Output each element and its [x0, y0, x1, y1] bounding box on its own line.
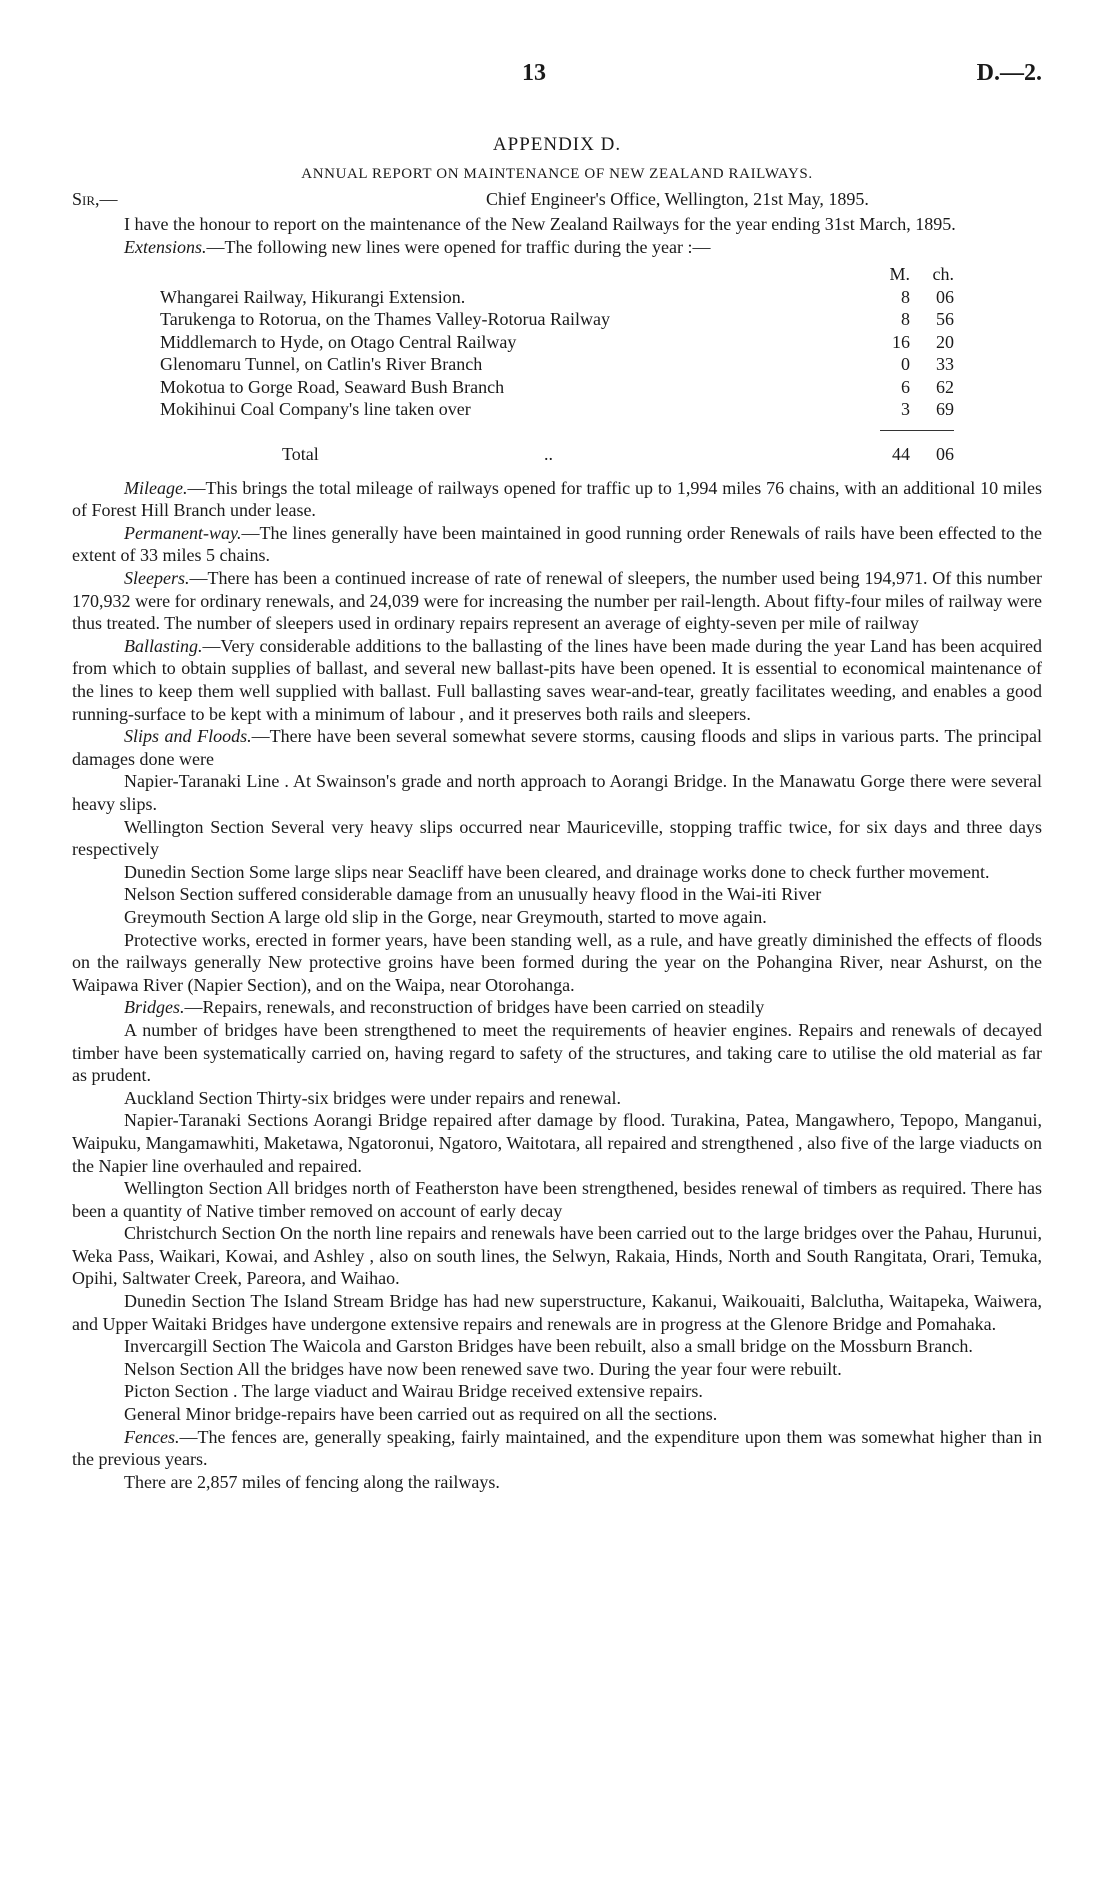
line-miles: 16: [892, 331, 910, 352]
body-paragraph: [72, 1358, 1042, 1381]
appendix-title: APPENDIX D.: [492, 134, 622, 155]
line-miles: 8: [901, 286, 910, 307]
body-paragraph: [72, 1222, 1042, 1290]
document-reference: D.—2.: [976, 60, 1042, 86]
section-heading: Sleepers.: [124, 568, 190, 589]
body-paragraph: [72, 861, 1042, 884]
line-name: Mokihinui Coal Company's line taken over: [160, 399, 471, 420]
body-paragraph: [72, 770, 1042, 815]
line-chains: 56: [936, 309, 954, 330]
paragraph-text: Invercargill Section The Waicola and Garston Bridges have been rebuilt, also a small bridge on the Mossburn Branch.: [124, 1336, 973, 1357]
document-page: [72, 60, 1042, 1493]
section-heading: Mileage.: [124, 477, 188, 498]
paragraph-text: Dunedin Section Some large slips near Seacliff have been cleared, and drainage works done to check further movement.: [124, 861, 990, 882]
line-name: Glenomaru Tunnel, on Catlin's River Branch: [160, 354, 483, 375]
body-paragraph: [72, 929, 1042, 997]
body-paragraph: [72, 996, 1042, 1019]
line-miles: 3: [901, 399, 910, 420]
line-miles: 8: [901, 309, 910, 330]
paragraph-text: Auckland Section Thirty-six bridges were under repairs and renewal.: [124, 1087, 622, 1108]
body-paragraph: [72, 522, 1042, 567]
body-paragraph: [72, 1109, 1042, 1177]
total-label: Total: [282, 444, 319, 465]
table-row: [72, 399, 1042, 422]
body-paragraph: [72, 1087, 1042, 1110]
body-paragraph: [72, 1426, 1042, 1471]
page-number: 13: [522, 60, 546, 86]
paragraph-text: —Very considerable additions to the ballasting of the lines have been made during the year Land has been acquired from which to obtain supplies of ballast, and several new ballast-pits have been opened. It is essential to economical maintenance of the lines to keep them well supplied with ballast. Full ballasting saves wear-and-tear, greatly facilitates weeding, and enables a good running-surface to be kept with a minimum of labour , and it preserves both rails and sleepers.: [72, 635, 1042, 724]
total-chains: 06: [936, 444, 954, 465]
total-leader-dots: ..: [544, 444, 553, 465]
salutation-line: [72, 189, 1042, 213]
line-chains: 20: [936, 331, 954, 352]
extensions-paragraph: [72, 236, 1042, 259]
section-heading: Fences.: [124, 1426, 180, 1447]
section-heading: Extensions.: [124, 236, 207, 257]
line-chains: 06: [936, 286, 954, 307]
page-header: [72, 60, 1042, 100]
paragraph-text: —The fences are, generally speaking, fairly maintained, and the expenditure upon them was somewhat higher than in the previous years.: [72, 1426, 1042, 1470]
report-body: [72, 477, 1042, 1494]
section-heading: Slips and Floods.: [124, 726, 252, 747]
total-rule: [880, 430, 954, 431]
body-paragraph: [72, 883, 1042, 906]
body-paragraph: [72, 725, 1042, 770]
body-paragraph: [72, 1177, 1042, 1222]
paragraph-text: —Repairs, renewals, and reconstruction of bridges have been carried on steadily: [184, 997, 765, 1018]
section-heading: Ballasting.: [124, 635, 203, 656]
body-paragraph: [72, 567, 1042, 635]
table-total-row: [72, 444, 1042, 467]
paragraph-text: A number of bridges have been strengthened to meet the requirements of heavier engines. Repairs and renewals of decayed timber have been systematically carried on, having regard to safety of the structures, and taking care to utilise the old material as far as prudent.: [72, 1019, 1042, 1086]
section-heading: Bridges.: [124, 997, 185, 1018]
table-row: [72, 332, 1042, 355]
salutation: Sir,—: [72, 189, 118, 209]
table-body: [72, 287, 1042, 422]
line-name: Mokotua to Gorge Road, Seaward Bush Branch: [160, 376, 505, 397]
paragraph-text: —There has been a continued increase of rate of renewal of sleepers, the number used being 194,971. Of this number 170,932 were for ordinary renewals, and 24,039 were for increasing the number per rail-length. About fifty-four miles of railway were thus treated. The number of sleepers used in ordinary repairs represent an average of eighty-seven per mile of railway: [72, 568, 1042, 634]
paragraph-text: Wellington Section All bridges north of Featherston have been strengthened, besides renewal of timbers as required. There has been a quantity of Native timber removed on account of early decay: [72, 1178, 1042, 1221]
paragraph-text: General Minor bridge-repairs have been carried out as required on all the sections.: [124, 1404, 718, 1425]
paragraph-text: Christchurch Section On the north line repairs and renewals have been carried out to the large bridges over the Pahau, Hurunui, Weka Pass, Waikari, Kowai, and Ashley , also on south lines, the Selwyn, Rakaia, Hinds, North and South Rangitata, Orari, Temuka, Opihi, Saltwater Creek, Pareora, and Waihao.: [72, 1223, 1042, 1289]
office-dateline: Chief Engineer's Office, Wellington, 21st May, 1895.: [486, 189, 869, 209]
column-header-chains: ch.: [932, 264, 954, 285]
line-name: Whangarei Railway, Hikurangi Extension.: [160, 286, 466, 307]
body-paragraph: [72, 1019, 1042, 1087]
table-row: [72, 287, 1042, 310]
paragraph-text: —The following new lines were opened for traffic during the year :—: [206, 236, 711, 257]
line-name: Middlemarch to Hyde, on Otago Central Railway: [160, 331, 517, 352]
table-header-row: [72, 264, 1042, 287]
paragraph-text: Protective works, erected in former years, have been standing well, as a rule, and have greatly diminished the effects of floods on the railways generally New protective groins have been formed during the year on the Pohangina River, near Ashurst, on the Waipawa River (Napier Section), and on the Waipa, near Otorohanga.: [72, 929, 1042, 995]
body-paragraph: [72, 1471, 1042, 1494]
paragraph-text: Napier-Taranaki Line . At Swainson's grade and north approach to Aorangi Bridge. In the Manawatu Gorge there were several heavy slips.: [72, 771, 1042, 814]
body-paragraph: [72, 477, 1042, 522]
body-paragraph: [72, 1403, 1042, 1426]
extensions-table: [72, 264, 1042, 467]
intro-paragraph: I have the honour to report on the maintenance of the New Zealand Railways for the year ending 31st March, 1895.: [124, 214, 956, 234]
paragraph-text: Nelson Section suffered considerable damage from an unusually heavy flood in the Wai-iti River: [124, 884, 822, 905]
body-paragraph: [72, 1290, 1042, 1335]
body-paragraph: [72, 635, 1042, 725]
paragraph-text: Dunedin Section The Island Stream Bridge has had new superstructure, Kakanui, Waikouaiti, Balclutha, Waitapeka, Waiwera, and Upper Waitaki Bridges have undergone extensive repairs and renewals are in progress at the Glenore Bridge and Pomahaka.: [72, 1291, 1042, 1334]
line-name: Tarukenga to Rotorua, on the Thames Valley-Rotorua Railway: [160, 309, 610, 330]
body-paragraph: [72, 816, 1042, 861]
table-rule-row: [72, 422, 1042, 445]
table-row: [72, 377, 1042, 400]
paragraph-text: —This brings the total mileage of railways opened for traffic up to 1,994 miles 76 chains, with an additional 10 miles of Forest Hill Branch under lease.: [72, 477, 1042, 521]
paragraph-text: —There have been several somewhat severe storms, causing floods and slips in various parts. The principal damages done were: [72, 726, 1042, 769]
line-chains: 33: [936, 354, 954, 375]
line-miles: 0: [901, 354, 910, 375]
paragraph-text: Greymouth Section A large old slip in the Gorge, near Greymouth, started to move again.: [124, 906, 767, 927]
paragraph-text: Nelson Section All the bridges have now been renewed save two. During the year four were rebuilt.: [124, 1358, 842, 1379]
line-chains: 69: [936, 399, 954, 420]
total-miles: 44: [892, 444, 910, 465]
paragraph-text: Picton Section . The large viaduct and Wairau Bridge received extensive repairs.: [124, 1381, 703, 1402]
body-paragraph: [72, 1380, 1042, 1403]
report-title: ANNUAL REPORT ON MAINTENANCE OF NEW ZEALAND RAILWAYS.: [301, 166, 813, 182]
paragraph-text: —The lines generally have been maintained in good running order Renewals of rails have been effected to the extent of 33 miles 5 chains.: [72, 522, 1042, 566]
section-heading: Permanent-way.: [124, 522, 242, 543]
body-paragraph: [72, 906, 1042, 929]
paragraph-text: There are 2,857 miles of fencing along the railways.: [124, 1471, 500, 1492]
table-row: [72, 309, 1042, 332]
table-row: [72, 354, 1042, 377]
body-paragraph: [72, 1335, 1042, 1358]
paragraph-text: Wellington Section Several very heavy slips occurred near Mauriceville, stopping traffic twice, for six days and three days respectively: [72, 816, 1042, 860]
column-header-miles: M.: [889, 264, 910, 285]
paragraph-text: Napier-Taranaki Sections Aorangi Bridge repaired after damage by flood. Turakina, Patea, Mangawhero, Tepopo, Manganui, Waipuku, Mangamawhiti, Maketawa, Ngatoronui, Ngatoro, Waitotara, all repaired and strengthened , also five of the large viaducts on the Napier line overhauled and repaired.: [72, 1110, 1042, 1176]
line-chains: 62: [936, 376, 954, 397]
line-miles: 6: [901, 376, 910, 397]
